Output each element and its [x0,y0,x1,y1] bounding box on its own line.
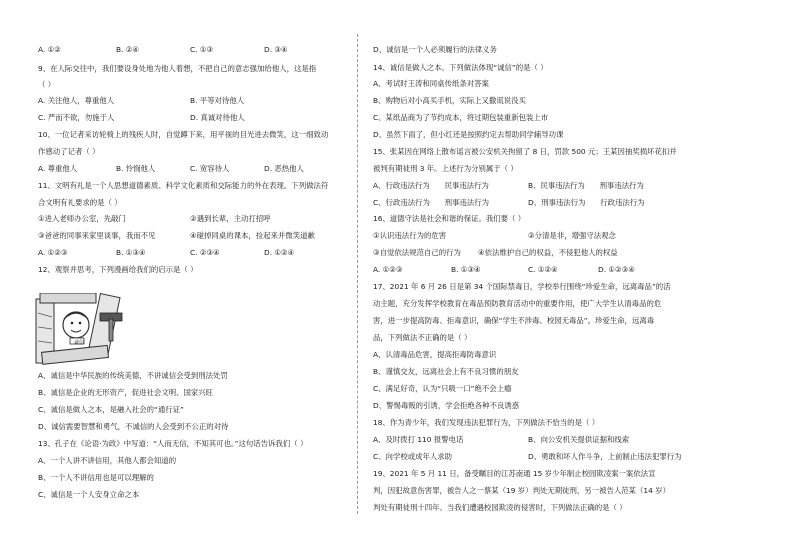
q19-stem: 19、2021 年 5 月 11 日，备受瞩目的江苏南通 15 岁少年制止校园欺凌案一案依法宣 [373,469,656,478]
q11-option-c: C. ②③④ [190,248,220,257]
q10-option-c: C. 宽容待人 [190,164,230,173]
q16-option-c: C. ①②④ [528,265,558,274]
q11-option-b: B. ①③④ [116,248,146,257]
q17-option-c: C、满足好奇，认为“只吸一口”绝不会上瘾 [373,384,512,393]
column-divider [357,34,358,514]
q16-item-3: ③自觉依法规范自己的行为 [373,248,461,257]
cartoon-illustration [34,293,126,369]
q13-option-d: D、诚信是一个人必须履行的法律义务 [373,45,497,54]
q17-stem-3: 害，进一步提高防毒、拒毒意识，确保“学生不涉毒、校园无毒品”。珍爱生命，远离毒 [373,316,655,325]
q15-option-b: B、民事违法行为 刑事违法行为 [528,181,644,190]
q18-option-d: D、勇敢和坏人作斗争，上前制止违法犯罪行为 [528,452,682,461]
q10-option-b: B. 怜悯他人 [116,164,156,173]
q10-stem-2: 作感动了记者（ ） [38,147,100,156]
q11-item-1: ①进入老师办公室，先敲门 [38,214,126,223]
q9-paren: （ ） [38,80,56,89]
q14-option-d: D、虽然下雨了，但小红还是按照约定去帮助同学辅导功课 [373,130,564,139]
q8-option-c: C. ①③ [190,45,214,54]
q16-stem: 16、道德守法是社会和谐的保证。我们要（ ） [373,214,526,223]
q13-option-a: A、一个人讲不讲信用，其他人都会知道的 [38,456,177,465]
q9-option-c: C. 严而不欲，勿施于人 [38,113,115,122]
q12-option-c: C、诚信是做人之本，是融入社会的“通行证” [38,405,184,414]
q19-stem-2: 判，因犯故意伤害罪，被告人之一蔡某（19 岁）判处无期徒刑，另一被告人范某（14 岁） [373,486,670,495]
q12-stem: 12、观察并思考，下列漫画给我们的启示是（ ） [38,265,198,274]
q10-option-d: D. 恶热他人 [264,164,304,173]
q15-option-a: A、行政违法行为 民事违法行为 [373,181,489,190]
q16-option-d: D. ①②③④ [598,265,635,274]
q9-option-d: D. 真诚对待他人 [190,113,245,122]
q14-option-a: A、考试时王涛和同桌传纸条对答案 [373,79,489,88]
q17-stem-2: 动主题，充分发挥学校教育在毒品预防教育活动中的重要作用，使广大学生认清毒品的危 [373,299,662,308]
q11-item-3: ③爸爸的同事来家里谈事，我而不见 [38,231,156,240]
q15-stem: 15、张某因在网络上散布谣言被公安机关拘留了 8 日，罚款 500 元；王某因抽奖损坏花扣并 [373,147,677,156]
q16-item-2: ②分清是非，增强守法观念 [528,231,616,240]
q13-option-b: B、一个人不讲信用也是可以理解的 [38,473,154,482]
q9-option-b: B. 平等对待他人 [190,96,245,105]
q15-option-c: C、行政违法行为 刑事违法行为 [373,198,490,207]
cartoon-label: 诚信 [74,340,85,346]
q17-option-b: B、谨慎交友，远离社会上有不良习惯的朋友 [373,367,519,376]
q9-option-a: A. 关注他人，尊重他人 [38,96,115,105]
q9-stem: 9、在人际交往中，我们要设身处地为他人着想，不把自己的意志强加给他人，这是指 [38,64,317,73]
q8-option-d: D. ③④ [264,45,288,54]
q8-option-a: A. ①② [38,45,61,54]
q15-stem-2: 被判有期徒刑 3 年。上述行为分别属于（ ） [373,164,518,173]
q17-stem: 17、2021 年 6 月 26 日是第 34 个国际禁毒日，学校举行围绕“珍爱生命，远离毒品”的活 [373,282,671,291]
q13-option-c: C、诚信是一个人安身立命之本 [38,490,140,499]
q14-option-c: C、某纸品商为了节约成本，将过期包装重新包装上市 [373,113,549,122]
q17-option-a: A、认清毒品危害，提高拒毒防毒意识 [373,350,497,359]
q18-option-b: B、向公安机关提供证据和线索 [528,435,630,444]
q14-option-b: B、购物后对小高买手机，实际上又撒谎说没买 [373,96,526,105]
q16-option-b: B. ①③④ [451,265,481,274]
q11-stem: 11、文明有礼是一个人思想道德素质、科学文化素质和交际能力的外在表现。下列做法符 [38,181,329,190]
q17-option-d: D、警惕毒贩的引诱，学会拒绝各种不良诱惑 [373,401,520,410]
q18-option-a: A、及时拨打 110 报警电话 [373,435,464,444]
q14-stem: 14、诚信是做人之本。下列做法体现“诚信”的是（ ） [373,63,548,72]
q12-option-b: B、诚信是企业的无形资产，促进社会文明、国家兴旺 [38,388,214,397]
q17-stem-4: 品，下列做法不正确的是（ ） [373,333,472,342]
q16-item-4: ④依法维护自己的权益，不侵犯他人的权益 [478,248,618,257]
q8-option-b: B. ②④ [116,45,140,54]
q11-option-d: D. ①②④ [264,248,295,257]
q11-option-a: A. ①②③ [38,248,68,257]
q18-stem: 18、作为青少年，我们发现违法犯罪行为，下列做法不恰当的是（ ） [373,418,600,427]
q16-option-a: A. ①②③ [373,265,403,274]
q10-stem: 10、一位记者采访轮椅上的残疾人时，自觉蹲下来，用平视的目光进去微笑，这一细致动 [38,130,329,139]
q15-option-d: D、刑事违法行为 行政违法行为 [528,198,645,207]
q16-item-1: ①认识违法行为的危害 [373,231,447,240]
q11-item-2: ②遇到长辈，主动打招呼 [190,214,271,223]
q11-stem-2: 合文明有礼要求的是（ ） [38,198,122,207]
q13-stem: 13、孔子在《论语·为政》中写道：“人而无信，不知其可也。”这句话告诉我们（ ） [38,439,308,448]
q19-stem-3: 判处有期徒刑十四年。当我们遭遇校园欺凌的侵害时，下列做法正确的是（ ） [373,503,627,512]
q12-option-a: A、诚信是中华民族的传统美德，不讲诚信会受到刑法处罚 [38,371,228,380]
q18-option-c: C、向学校或成年人求助 [373,452,453,461]
q12-option-d: D、诚信需要智慧和勇气，不诚信的人会受到不公正的对待 [38,422,229,431]
q11-item-4: ④碰掉同桌的课本，捡起来并微笑道歉 [190,231,315,240]
q10-option-a: A. 尊重他人 [38,164,78,173]
